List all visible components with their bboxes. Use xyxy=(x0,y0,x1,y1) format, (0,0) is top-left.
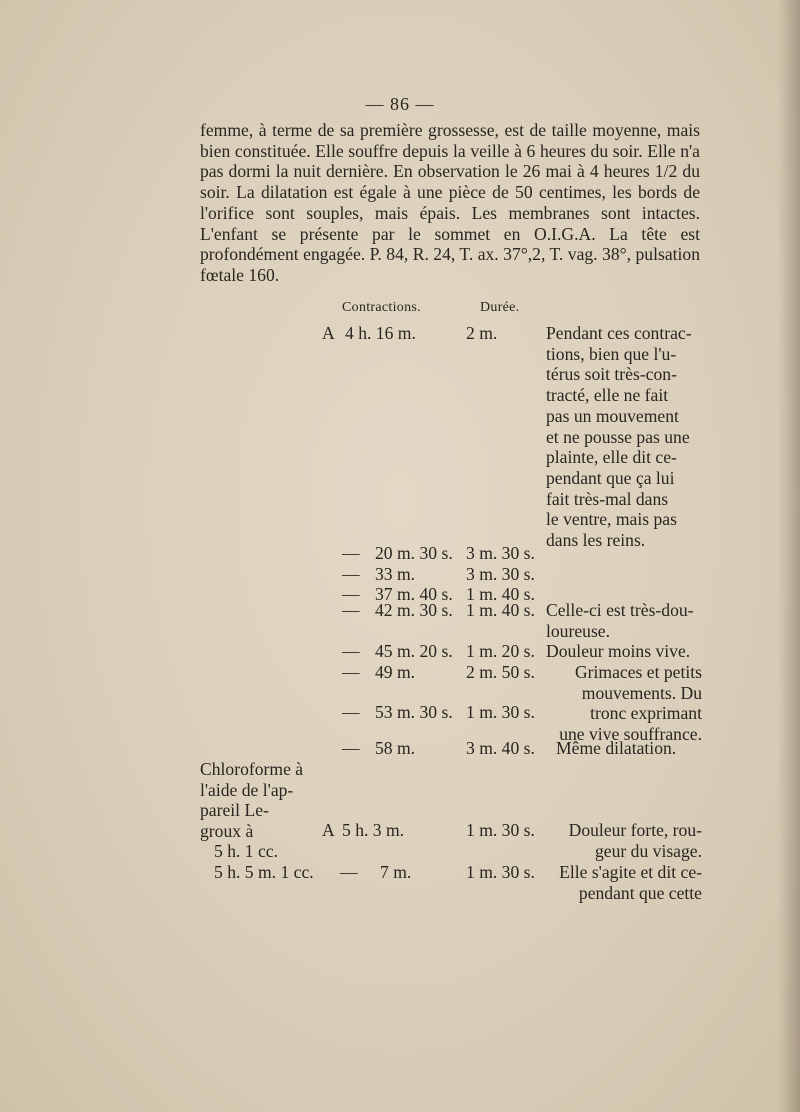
row-time: 7 m. xyxy=(380,862,412,882)
row-prefix: — xyxy=(342,564,360,584)
row-time: 5 h. 3 m. xyxy=(342,820,405,840)
page-number: — 86 — xyxy=(365,94,435,114)
row-note: Grimaces et petits mouvements. Du tronc exprimant une vive souffrance. xyxy=(559,662,702,745)
row-time: 49 m. xyxy=(375,662,416,682)
row-duration: 1 m. 30 s. xyxy=(466,702,535,722)
chloroforme-dose-2: 5 h. 5 m. 1 cc. xyxy=(214,862,314,882)
header-contractions: Contractions. xyxy=(342,300,421,315)
row-prefix: — xyxy=(340,862,358,882)
row-time: 37 m. 40 s. xyxy=(375,584,453,604)
row-duration: 3 m. 30 s. xyxy=(466,543,535,563)
row-duration: 1 m. 30 s. xyxy=(466,820,535,840)
row-note: Douleur moins vive. xyxy=(546,641,691,661)
row-duration: 2 m. 50 s. xyxy=(466,662,535,682)
row-time: 20 m. 30 s. xyxy=(375,543,453,563)
chloroforme-dose-1: 5 h. 1 cc. xyxy=(214,841,279,861)
row-prefix: — xyxy=(342,662,360,682)
row-prefix: — xyxy=(342,738,360,758)
row-duration: 1 m. 30 s. xyxy=(466,862,535,882)
header-duree: Durée. xyxy=(480,300,520,315)
row-duration: 1 m. 20 s. xyxy=(466,641,535,661)
row-duration: 2 m. xyxy=(466,323,498,343)
row-prefix: — xyxy=(342,543,360,563)
row-note: Pendant ces contrac- tions, bien que l'u- térus soit très-con- tracté, elle ne fait pas un mouvement et ne pousse pas une plainte, elle dit ce- pendant que ça lui fait très-mal dans le ventre, mais pas dans les reins. xyxy=(546,323,692,551)
row-time: 53 m. 30 s. xyxy=(375,702,453,722)
row-prefix: A xyxy=(322,820,335,840)
row-prefix: — xyxy=(342,641,360,661)
row-note: Celle-ci est très-dou- loureuse. xyxy=(546,600,694,641)
row-time: 42 m. 30 s. xyxy=(375,600,453,620)
row-prefix: A xyxy=(322,323,335,343)
row-duration: 3 m. 40 s. xyxy=(466,738,535,758)
row-time: 33 m. xyxy=(375,564,416,584)
row-time: 58 m. xyxy=(375,738,416,758)
row-duration: 3 m. 30 s. xyxy=(466,564,535,584)
row-duration: 1 m. 40 s. xyxy=(466,584,535,604)
row-note: Elle s'agite et dit ce- pendant que cette xyxy=(559,862,702,903)
row-time: 4 h. 16 m. xyxy=(345,323,416,343)
chloroforme-note: Chloroforme à l'aide de l'ap- pareil Le- groux à xyxy=(200,759,304,842)
row-prefix: — xyxy=(342,584,360,604)
row-prefix: — xyxy=(342,702,360,722)
row-prefix: — xyxy=(342,600,360,620)
body-paragraph: femme, à terme de sa première grossesse, est de taille moyenne, mais bien constituée. Elle souffre depuis la veille à 6 heures du soir. Elle n'a pas dormi la nuit dernière. En observation le 26 mai à 4 heures 1/2 du soir. La dilatation est égale à une pièce de 50 centimes, les bords de l'orifice sont souples, mais épais. Les membranes sont intactes. L'enfant se présente par le sommet en O.I.G.A. La tête est profondément engagée. P. 84, R. 24, T. ax. 37°,2, T. vag. 38°, pulsation fœtale 160. xyxy=(200,120,700,285)
row-note: Douleur forte, rou- geur du visage. xyxy=(568,820,702,861)
row-note: Même dilatation. xyxy=(556,738,677,758)
row-time: 45 m. 20 s. xyxy=(375,641,453,661)
row-duration: 1 m. 40 s. xyxy=(466,600,535,620)
